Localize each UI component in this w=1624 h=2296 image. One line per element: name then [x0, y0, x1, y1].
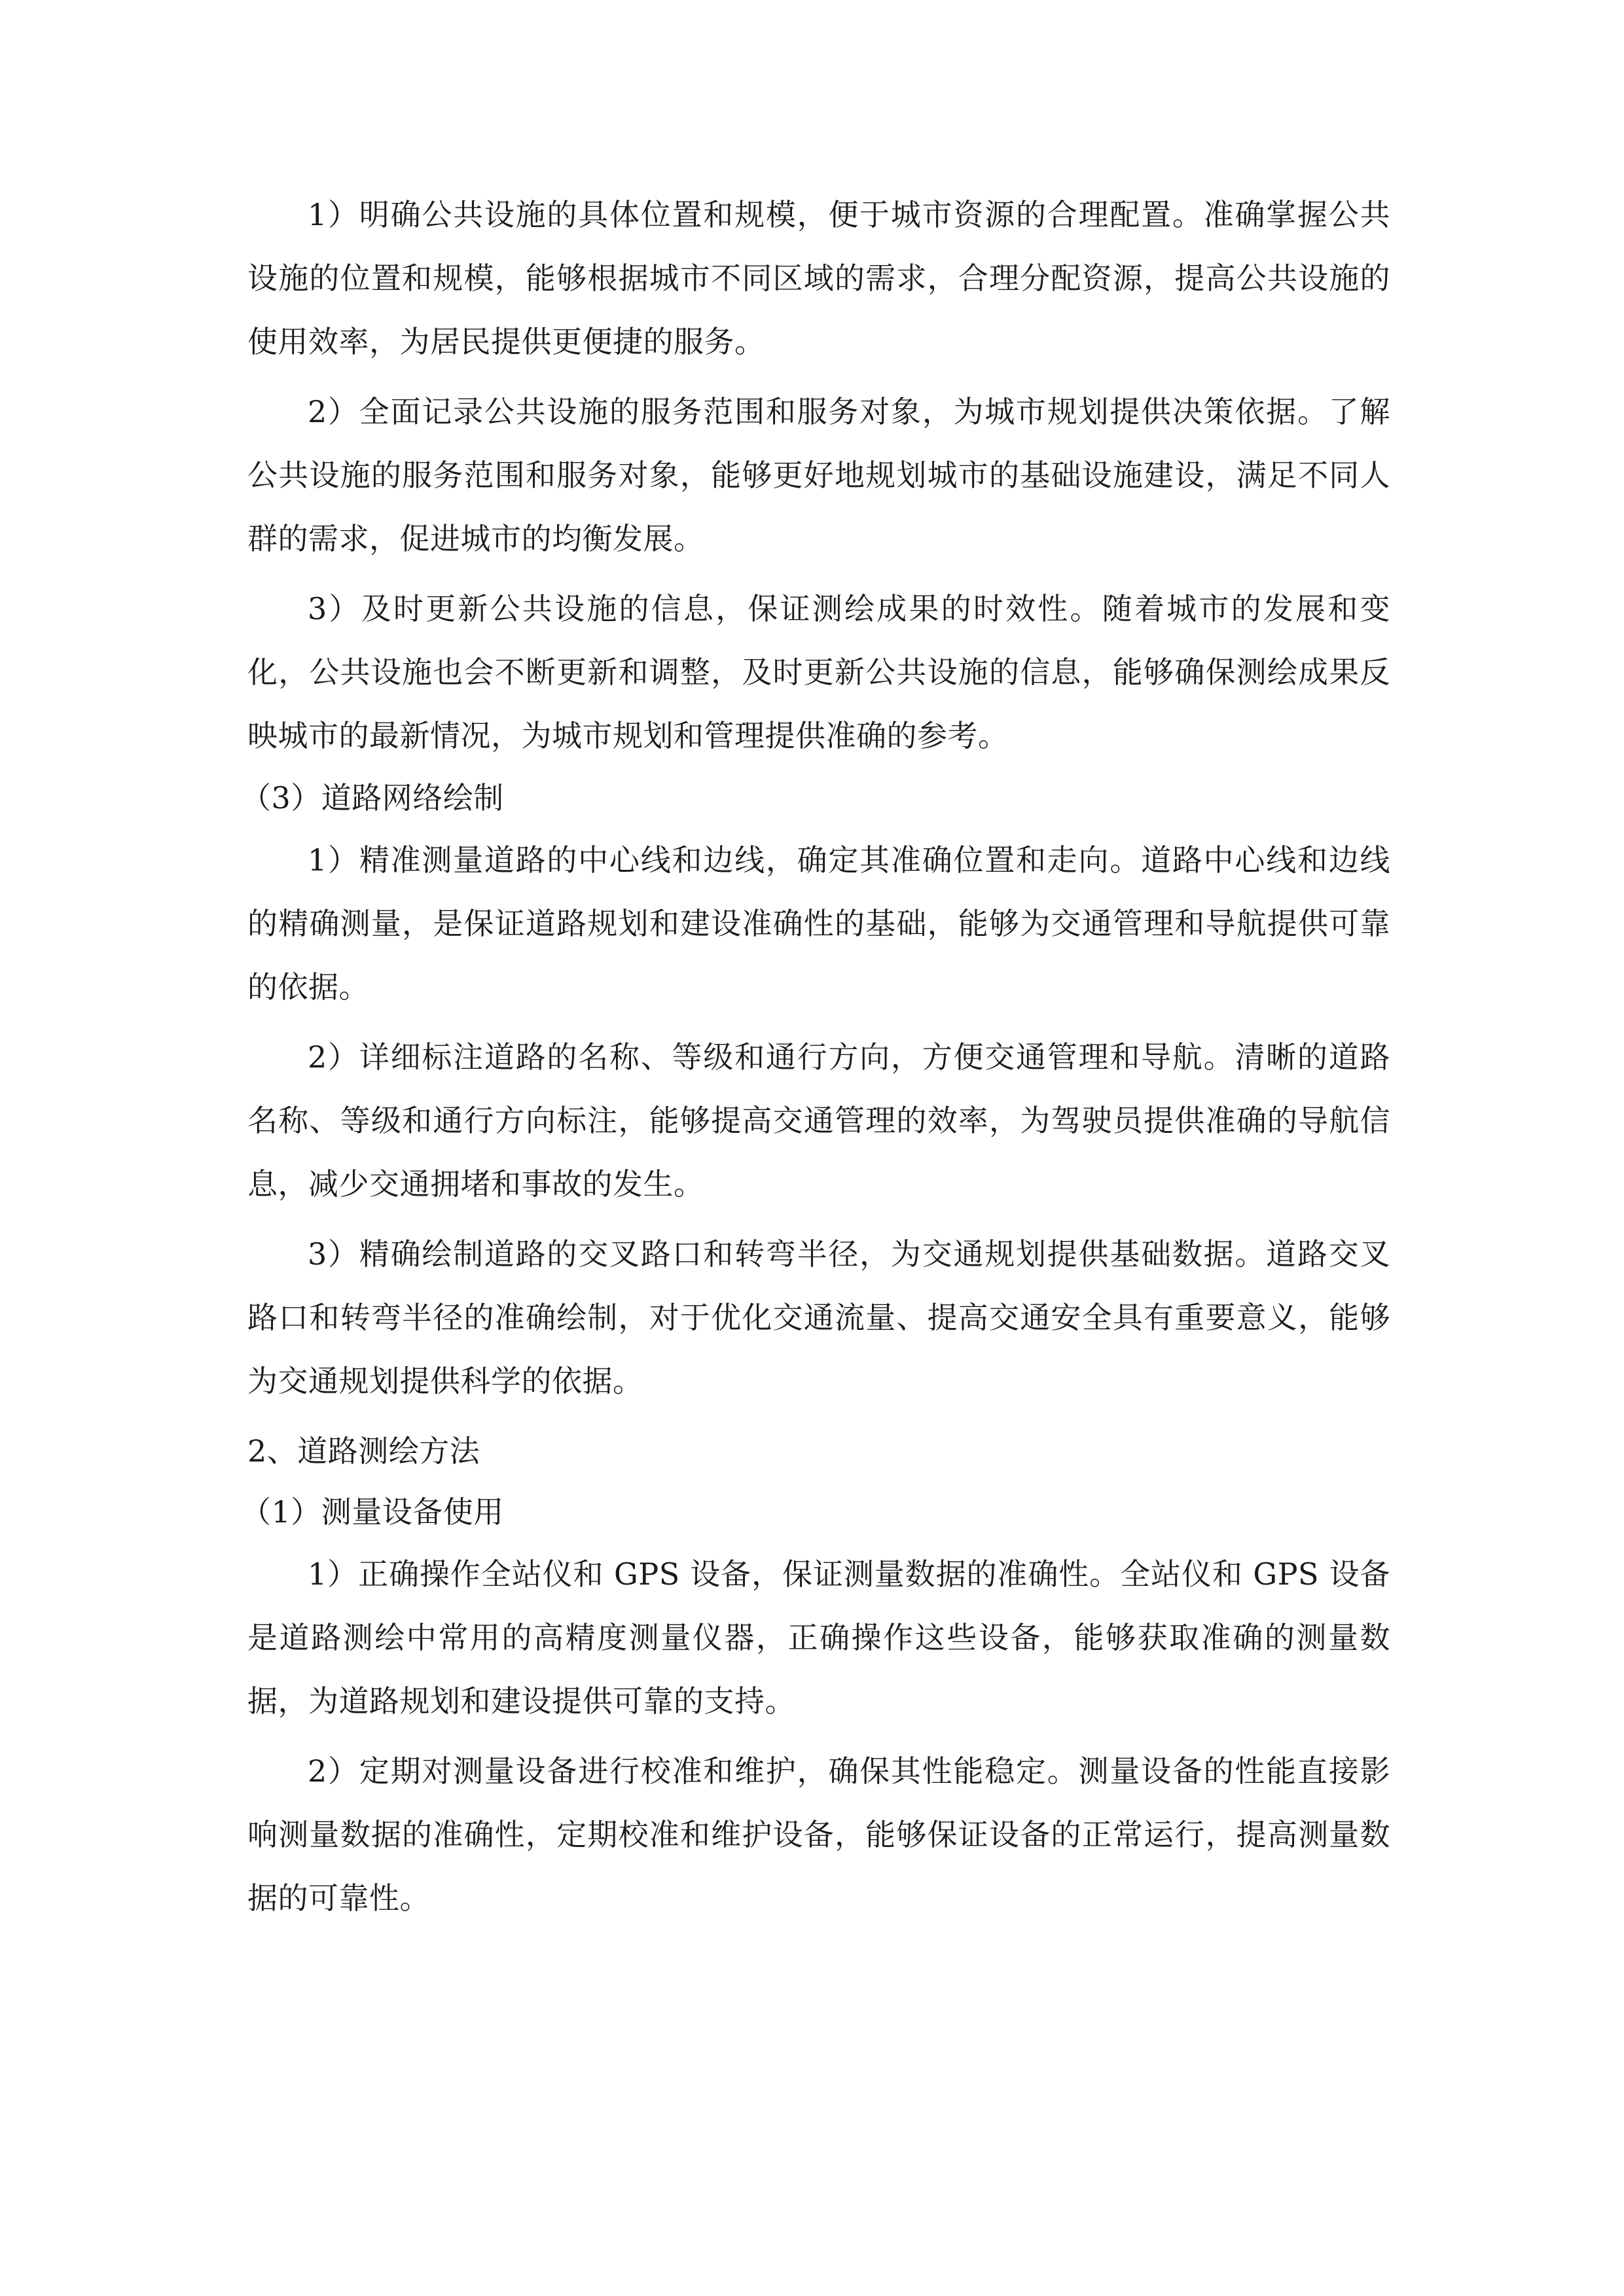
- subheading-equipment-use: （1）测量设备使用: [241, 1494, 504, 1530]
- paragraph-road-labels: 2）详细标注道路的名称、等级和通行方向，方便交通管理和导航。清晰的道路名称、等级和通行方向标注，能够提高交通管理的效率，为驾驶员提供准确的导航信息，减少交通拥堵和事故的发生。: [247, 1039, 1390, 1202]
- paragraph-equipment-operation: 1）正确操作全站仪和 GPS 设备，保证测量数据的准确性。全站仪和 GPS 设备是道路测绘中常用的高精度测量仪器，正确操作这些设备，能够获取准确的测量数据，为道路规划和建设提供可靠的支持。: [247, 1556, 1390, 1719]
- subheading-road-network: （3）道路网络绘制: [241, 780, 504, 816]
- document-page: [241, 183, 1390, 1930]
- paragraph-equipment-calibration: 2）定期对测量设备进行校准和维护，确保其性能稳定。测量设备的性能直接影响测量数据的准确性，定期校准和维护设备，能够保证设备的正常运行，提高测量数据的可靠性。: [247, 1753, 1390, 1916]
- paragraph-facility-location: 1）明确公共设施的具体位置和规模，便于城市资源的合理配置。准确掌握公共设施的位置和规模，能够根据城市不同区域的需求，合理分配资源，提高公共设施的使用效率，为居民提供更便捷的服务。: [247, 197, 1390, 359]
- paragraph-facility-service-range: 2）全面记录公共设施的服务范围和服务对象，为城市规划提供决策依据。了解公共设施的服务范围和服务对象，能够更好地规划城市的基础设施建设，满足不同人群的需求，促进城市的均衡发展。: [247, 394, 1390, 556]
- paragraph-road-intersections: 3）精确绘制道路的交叉路口和转弯半径，为交通规划提供基础数据。道路交叉路口和转弯半径的准确绘制，对于优化交通流量、提高交通安全具有重要意义，能够为交通规划提供科学的依据。: [247, 1236, 1390, 1399]
- paragraph-facility-update: 3）及时更新公共设施的信息，保证测绘成果的时效性。随着城市的发展和变化，公共设施也会不断更新和调整，及时更新公共设施的信息，能够确保测绘成果反映城市的最新情况，为城市规划和管理提供准确的参考。: [247, 591, 1390, 753]
- section-heading-road-surveying: 2、道路测绘方法: [247, 1433, 480, 1469]
- paragraph-road-centerline: 1）精准测量道路的中心线和边线，确定其准确位置和走向。道路中心线和边线的精确测量，是保证道路规划和建设准确性的基础，能够为交通管理和导航提供可靠的依据。: [247, 842, 1390, 1005]
